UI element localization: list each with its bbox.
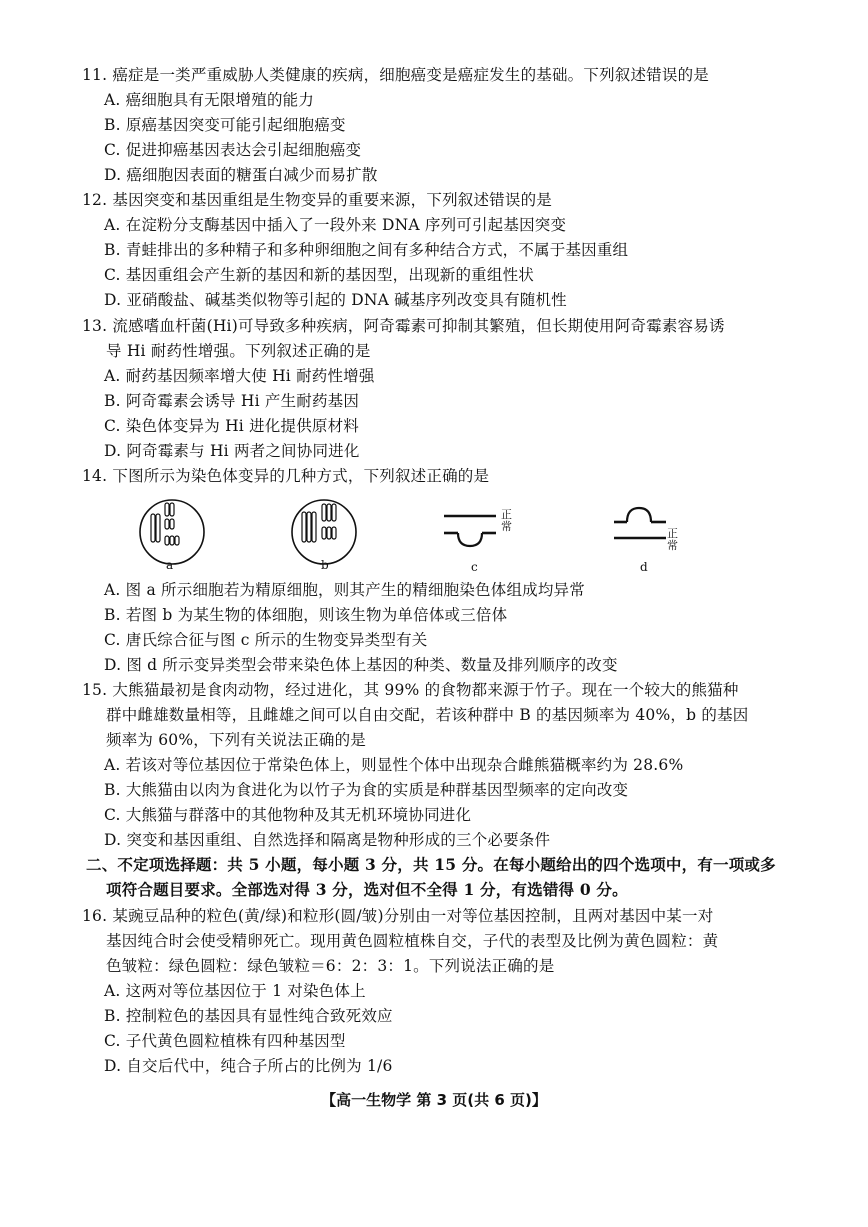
- q15-stem-line2: 群中雌雄数量相等，且雌雄之间可以自由交配，若该种群中 B 的基因频率为 40%，b 的基因: [106, 706, 749, 724]
- q12-stem: 12. 基因突变和基因重组是生物变异的重要来源，下列叙述错误的是: [82, 191, 552, 209]
- q14-option-a: A. 图 a 所示细胞若为精原细胞，则其产生的精细胞染色体组成均异常: [104, 581, 585, 599]
- q15-stem-line1: 15. 大熊猫最初是食肉动物，经过进化，其 99% 的食物都来源于竹子。现在一个较大的熊猫种: [82, 681, 739, 699]
- figure-c-chromosomes: [440, 508, 500, 556]
- q15-option-a: A. 若该对等位基因位于常染色体上，则显性个体中出现杂合雌熊猫概率约为 28.6%: [104, 756, 684, 774]
- figure-d-chromosomes: [612, 502, 668, 552]
- figure-d-label: d: [640, 560, 648, 574]
- q15-option-d: D. 突变和基因重组、自然选择和隔离是物种形成的三个必要条件: [104, 831, 551, 849]
- q14-option-d: D. 图 d 所示变异类型会带来染色体上基因的种类、数量及排列顺序的改变: [104, 656, 618, 674]
- q16-option-a: A. 这两对等位基因位于 1 对染色体上: [104, 982, 366, 1000]
- section2-heading-line1: 二、不定项选择题：共 5 小题，每小题 3 分，共 15 分。在每小题给出的四个选项中，有一项或多: [86, 855, 776, 874]
- section2-heading-line2: 项符合题目要求。全部选对得 3 分，选对但不全得 1 分，有选错得 0 分。: [106, 880, 628, 899]
- q12-option-d: D. 亚硝酸盐、碱基类似物等引起的 DNA 碱基序列改变具有随机性: [104, 291, 567, 309]
- q12-option-b: B. 青蛙排出的多种精子和多种卵细胞之间有多种结合方式，不属于基因重组: [104, 241, 629, 259]
- q15-option-c: C. 大熊猫与群落中的其他物种及其无机环境协同进化: [104, 806, 472, 824]
- figure-a-label: a: [166, 558, 174, 572]
- q14-stem: 14. 下图所示为染色体变异的几种方式，下列叙述正确的是: [82, 467, 490, 485]
- figure-b-label: b: [321, 558, 329, 572]
- q16-stem-line1: 16. 某豌豆品种的粒色(黄/绿)和粒形(圆/皱)分别由一对等位基因控制，且两对基因中某一对: [82, 907, 714, 925]
- figure-c-label: c: [471, 560, 478, 574]
- q16-stem-line2: 基因纯合时会使受精卵死亡。现用黄色圆粒植株自交，子代的表型及比例为黄色圆粒：黄: [106, 932, 719, 950]
- q11-option-b: B. 原癌基因突变可能引起细胞癌变: [104, 116, 346, 134]
- q11-option-a: A. 癌细胞具有无限增殖的能力: [104, 91, 315, 109]
- q13-stem-line1: 13. 流感嗜血杆菌(Hi)可导致多种疾病，阿奇霉素可抑制其繁殖，但长期使用阿奇霉素容易诱: [82, 317, 725, 335]
- q16-option-d: D. 自交后代中，纯合子所占的比例为 1/6: [104, 1057, 393, 1075]
- figure-c-normal-label: 正常: [501, 508, 513, 533]
- q16-option-b: B. 控制粒色的基因具有显性纯合致死效应: [104, 1007, 393, 1025]
- q13-option-b: B. 阿奇霉素会诱导 Hi 产生耐药基因: [104, 392, 360, 410]
- q11-stem: 11. 癌症是一类严重威胁人类健康的疾病，细胞癌变是癌症发生的基础。下列叙述错误的是: [82, 66, 709, 84]
- q14-option-c: C. 唐氏综合征与图 c 所示的生物变异类型有关: [104, 631, 428, 649]
- q13-option-c: C. 染色体变异为 Hi 进化提供原材料: [104, 417, 359, 435]
- figure-d-normal-label: 正常: [667, 527, 679, 552]
- page-footer: 【高一生物学 第 3 页(共 6 页)】: [321, 1091, 547, 1109]
- q14-option-b: B. 若图 b 为某生物的体细胞，则该生物为单倍体或三倍体: [104, 606, 508, 624]
- q12-option-a: A. 在淀粉分支酶基因中插入了一段外来 DNA 序列可引起基因突变: [104, 216, 567, 234]
- q16-option-c: C. 子代黄色圆粒植株有四种基因型: [104, 1032, 346, 1050]
- q13-option-d: D. 阿奇霉素与 Hi 两者之间协同进化: [104, 442, 360, 460]
- q13-option-a: A. 耐药基因频率增大使 Hi 耐药性增强: [104, 367, 375, 385]
- q16-stem-line3: 色皱粒：绿色圆粒：绿色皱粒＝6：2：3：1。下列说法正确的是: [106, 957, 555, 975]
- q15-stem-line3: 频率为 60%，下列有关说法正确的是: [106, 731, 366, 749]
- q15-option-b: B. 大熊猫由以肉为食进化为以竹子为食的实质是种群基因型频率的定向改变: [104, 781, 629, 799]
- q11-option-d: D. 癌细胞因表面的糖蛋白减少而易扩散: [104, 166, 378, 184]
- q12-option-c: C. 基因重组会产生新的基因和新的基因型，出现新的重组性状: [104, 266, 534, 284]
- q13-stem-line2: 导 Hi 耐药性增强。下列叙述正确的是: [106, 342, 371, 360]
- q11-option-c: C. 促进抑癌基因表达会引起细胞癌变: [104, 141, 362, 159]
